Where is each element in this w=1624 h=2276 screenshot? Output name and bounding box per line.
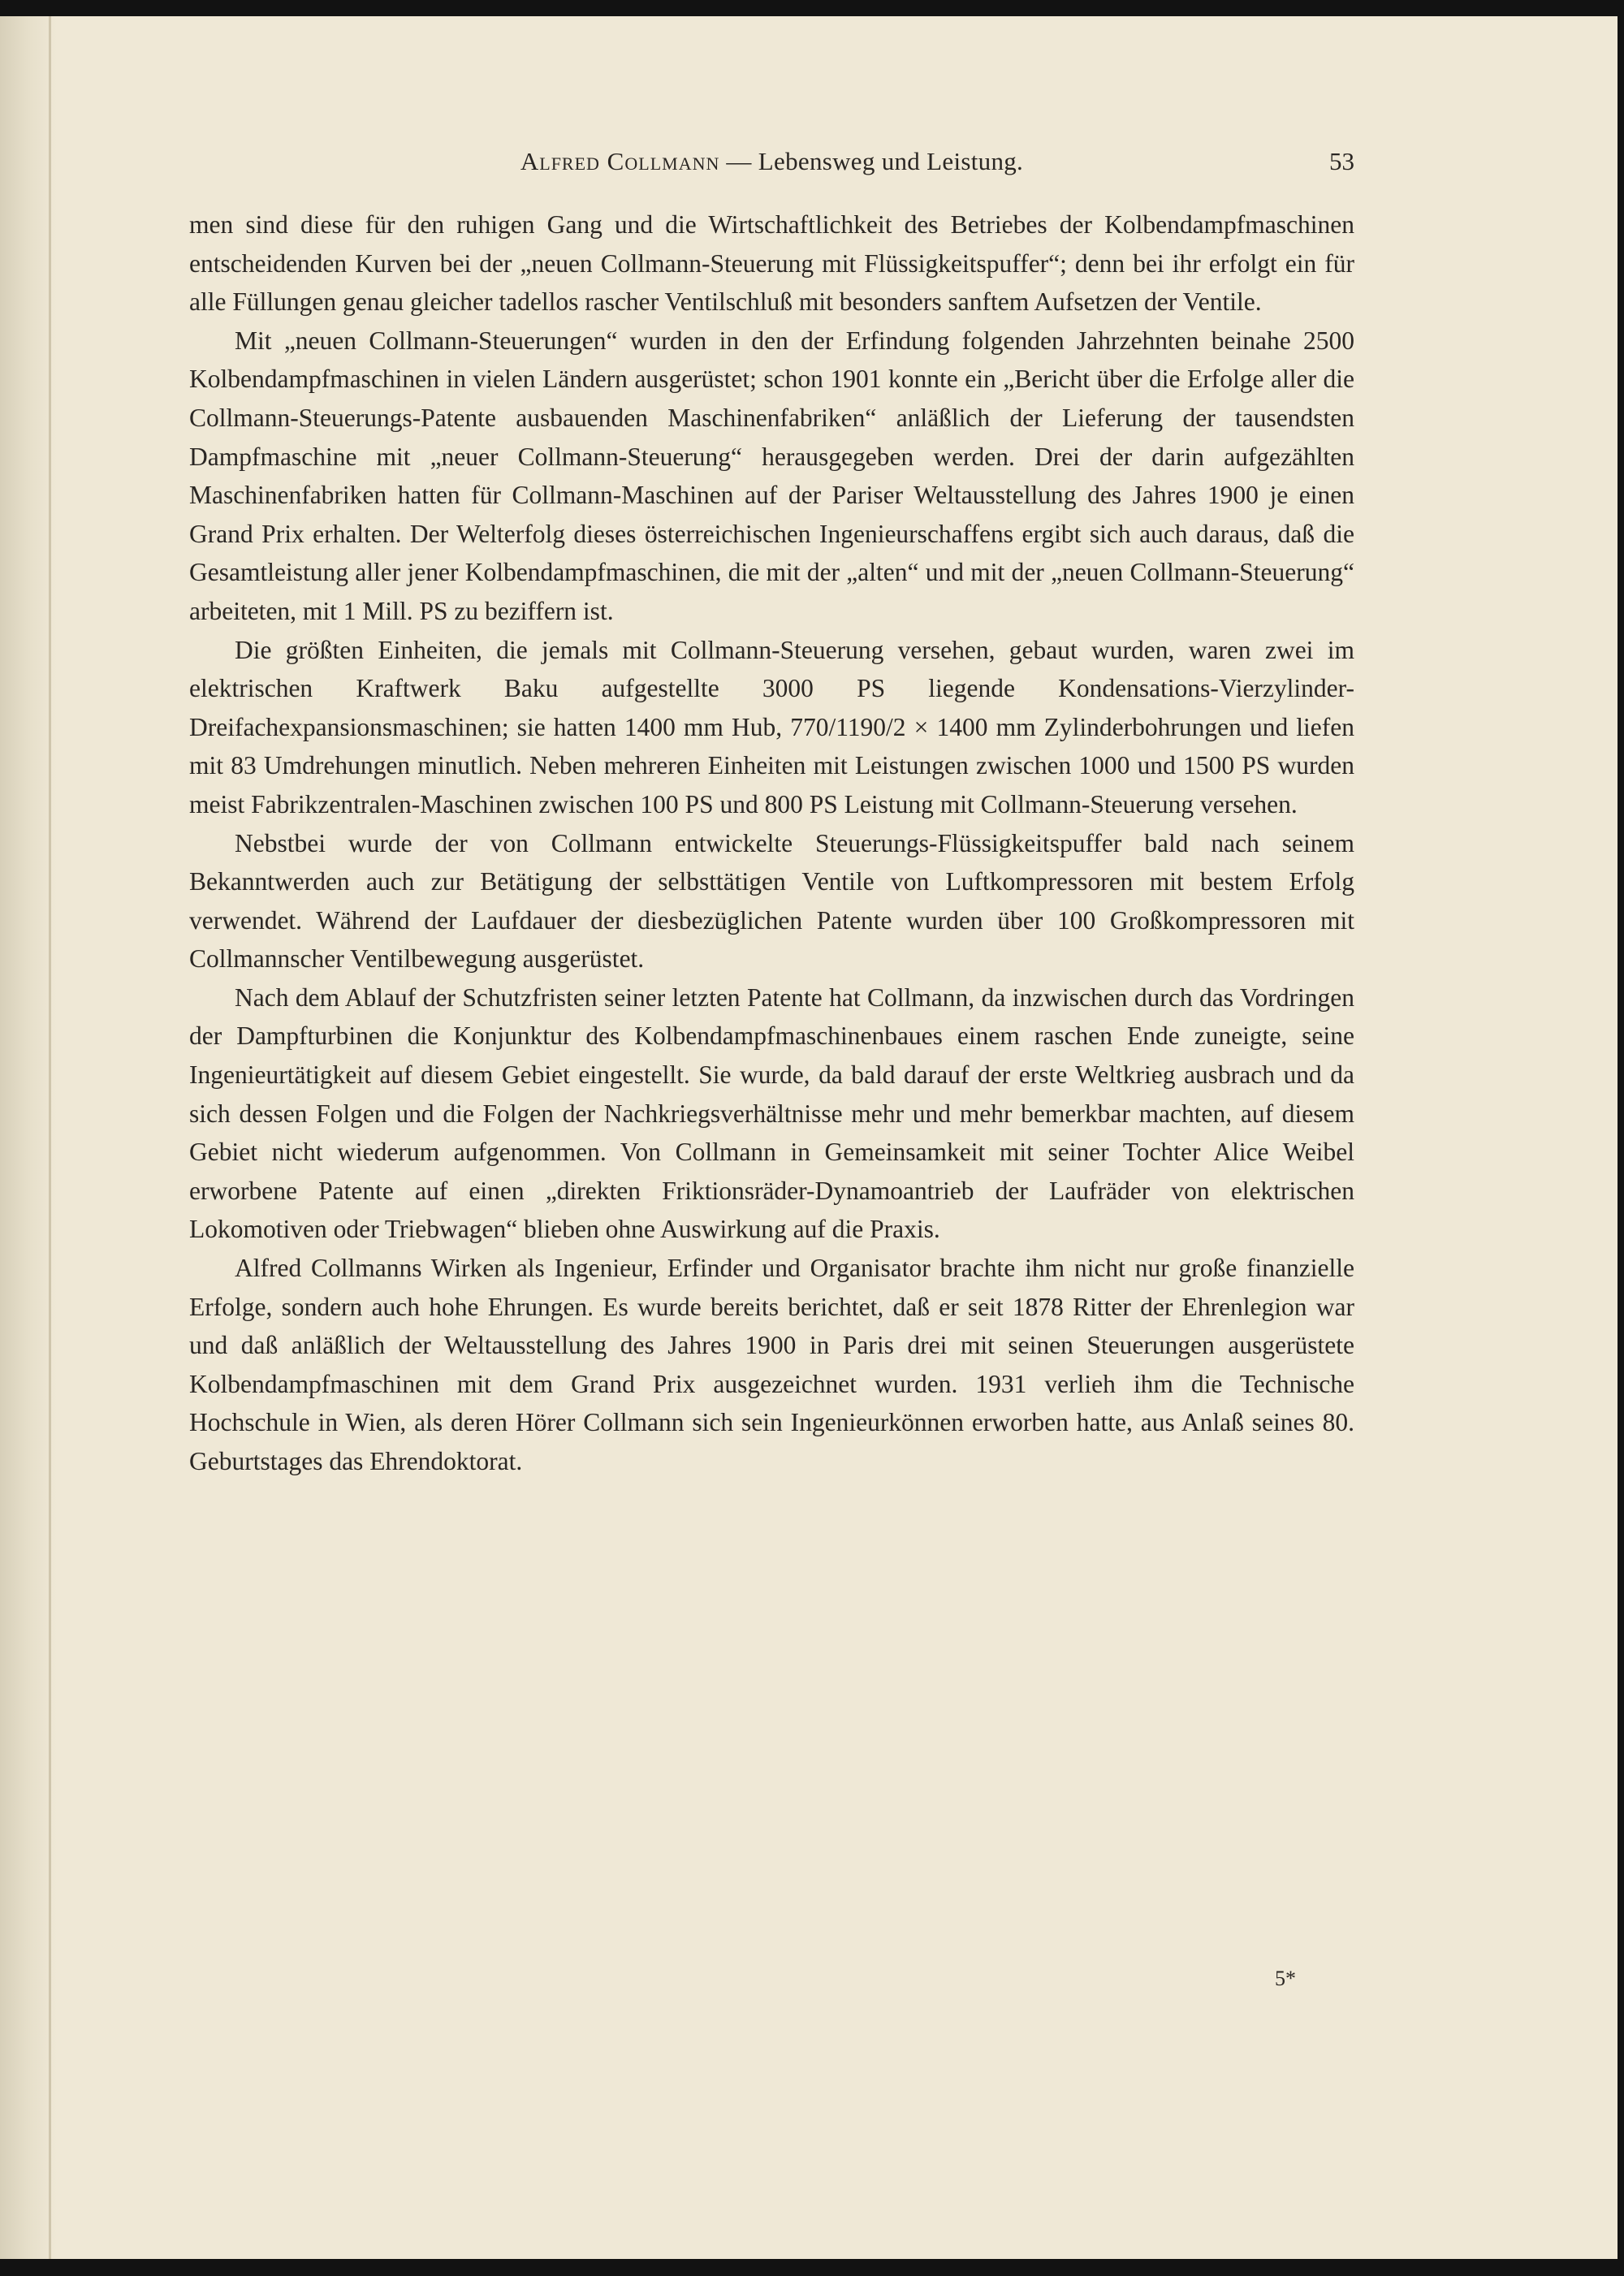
page-number: 53 (1329, 147, 1354, 175)
signature-mark: 5* (1275, 1967, 1296, 1990)
paragraph-3: Die größten Einheiten, die jemals mit Collmann-Steuerung versehen, gebaut wurden, waren zwei im elektrischen Kraftwerk Baku aufgestellte 3000 PS liegende Kondensations-Vierzylinder-Dreifachexpansionsmaschinen; sie hatten 1400 mm Hub, 770/1190/2 × 1400 mm Zylinderbohrungen und liefen mit 83 Umdrehungen minutlich. Neben mehreren Einheiten mit Leistungen zwischen 1000 und 1500 PS wurden meist Fabrikzentralen-Maschinen zwischen 100 PS und 800 PS Leistung mit Collmann-Steuerung versehen. (189, 635, 1354, 818)
paragraph-2: Mit „neuen Collmann-Steuerungen“ wurden in den der Erfindung folgenden Jahrzehnten beinahe 2500 Kolbendampfmaschinen in vielen Ländern ausgerüstet; schon 1901 konnte ein „Bericht über die Erfolge aller die Collmann-Steuerungs-Patente ausbauenden Maschinenfabriken“ anläßlich der Lieferung der tausendsten Dampfmaschine mit „neuer Collmann-Steuerung“ herausgegeben werden. Drei der darin aufgezählten Maschinenfabriken hatten für Collmann-Maschinen auf der Pariser Weltausstellung des Jahres 1900 je einen Grand Prix erhalten. Der Welterfolg dieses österreichischen Ingenieurschaffens ergibt sich auch daraus, daß die Gesamtleistung aller jener Kolbendampfmaschinen, die mit der „alten“ und mit der „neuen Collmann-Steuerung“ arbeiteten, mit 1 Mill. PS zu beziffern ist. (189, 326, 1354, 625)
running-head-author: Alfred Collmann (520, 147, 720, 175)
running-head-dash: — (726, 147, 752, 175)
paragraph-1: men sind diese für den ruhigen Gang und die Wirtschaftlichkeit des Betriebes der Kolbendampfmaschinen entscheidenden Kurven bei der „neuen Collmann-Steuerung mit Flüssigkeitspuffer“; denn bei ihr erfolgt ein für alle Füllungen genau gleicher tadellos rascher Ventilschluß mit besonders sanftem Aufsetzen der Ventile. (189, 210, 1354, 317)
running-head (189, 147, 1354, 188)
page-gutter-line (49, 16, 51, 2259)
paragraph-6: Alfred Collmanns Wirken als Ingenieur, Erfinder und Organisator brachte ihm nicht nur große finanzielle Erfolge, sondern auch hohe Ehrungen. Es wurde bereits berichtet, daß er seit 1878 Ritter der Ehrenlegion war und daß anläßlich der Weltausstellung des Jahres 1900 in Paris drei mit seinen Steuerungen ausgerüstete Kolbendampfmaschinen mit dem Grand Prix ausgezeichnet wurden. 1931 verlieh ihm die Technische Hochschule in Wien, als deren Hörer Collmann sich sein Ingenieurkönnen erworben hatte, aus Anlaß seines 80. Geburtstages das Ehrendoktorat. (189, 1254, 1354, 1475)
running-head-title (189, 147, 1354, 176)
paragraph-4: Nebstbei wurde der von Collmann entwickelte Steuerungs-Flüssigkeitspuffer bald nach seinem Bekanntwerden auch zur Betätigung der selbsttätigen Ventile von Luftkompressoren mit bestem Erfolg verwendet. Während der Laufdauer der diesbezüglichen Patente wurden über 100 Großkompressoren mit Collmannscher Ventilbewegung ausgerüstet. (189, 828, 1354, 974)
paragraph-5: Nach dem Ablauf der Schutzfristen seiner letzten Patente hat Collmann, da inzwischen durch das Vordringen der Dampfturbinen die Konjunktur des Kolbendampfmaschinenbaues einem raschen Ende zuneigte, seine Ingenieurtätigkeit auf diesem Gebiet eingestellt. Sie wurde, da bald darauf der erste Weltkrieg ausbrach und da sich dessen Folgen und die Folgen der Nachkriegsverhältnisse mehr und mehr bemerkbar machten, auf diesem Gebiet nicht wiederum aufgenommen. Von Collmann in Gemeinsamkeit mit seiner Tochter Alice Weibel erworbene Patente auf einen „direkten Friktionsräder-Dynamoantrieb der Laufräder von elektrischen Lokomotiven oder Triebwagen“ blieben ohne Auswirkung auf die Praxis. (189, 983, 1354, 1244)
body-text (189, 205, 1354, 1481)
running-head-subtitle: Lebensweg und Leistung. (758, 147, 1024, 175)
